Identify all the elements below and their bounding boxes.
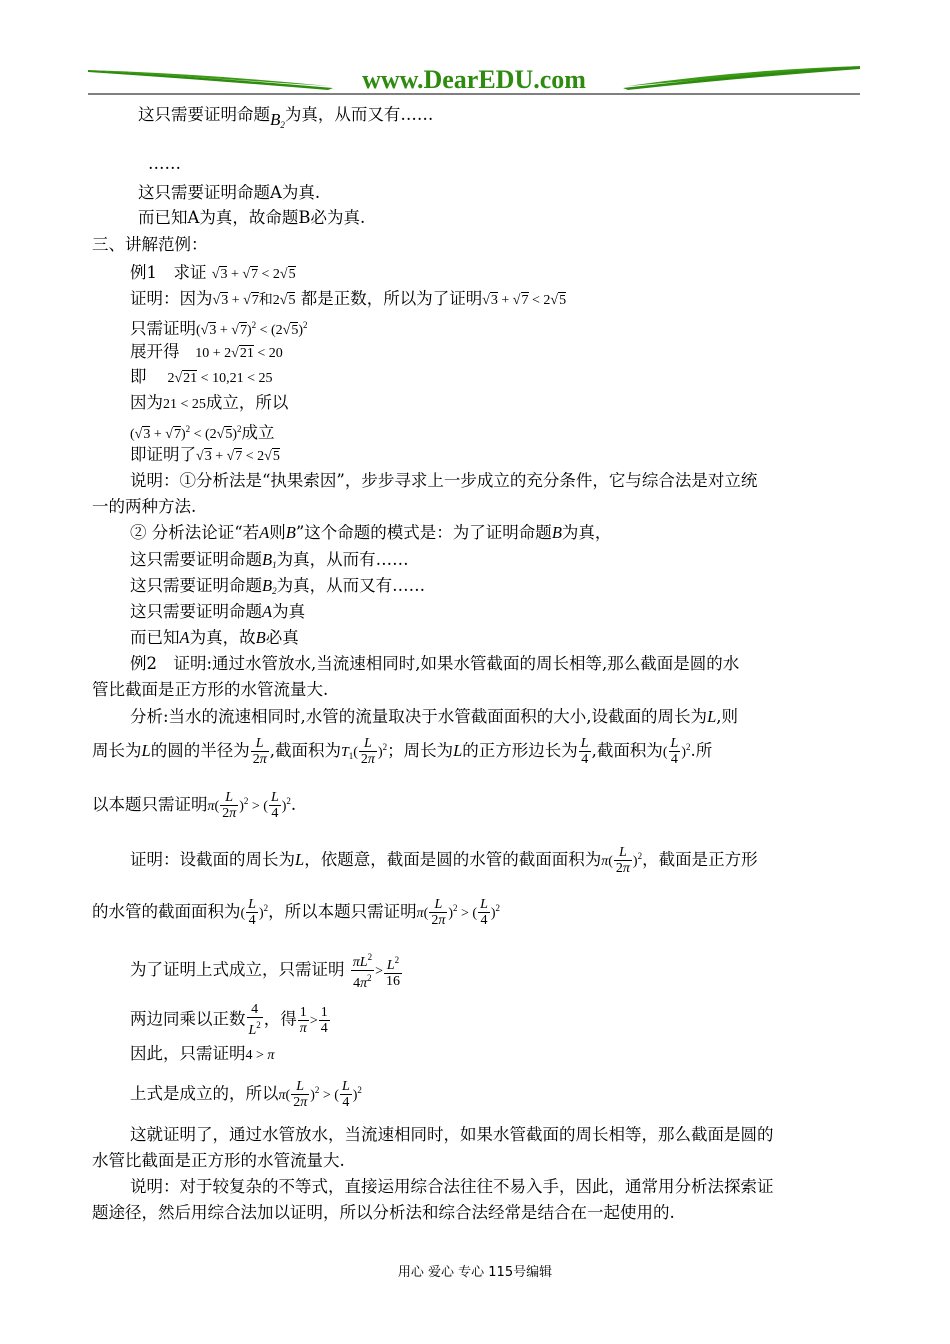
text-line: ② 分析法论证“若A则B”这个命题的模式是：为了证明命题B为真， <box>130 523 612 542</box>
example-1-statement: 例1 求证 √3 + √7 < 2√5 <box>130 263 296 282</box>
page-footer: 用心 爱心 专心 115号编辑 <box>397 1265 553 1280</box>
text-line: 这只需要证明命题$B_2$为真，从而又有…… <box>138 105 434 130</box>
text-line: 因此，只需证明4 > π <box>130 1044 275 1063</box>
header-logo-text: www.DearEDU.com <box>362 65 586 94</box>
text-line: 只需证明$(√3 + √7)^2 < (2√5)^2$ <box>130 319 308 338</box>
text-line: 说明：对于较复杂的不等式，直接运用综合法往往不易入手，因此，通常用分析法探索证 <box>130 1177 774 1196</box>
text-line: 即 2√21 < 10,21 < 25 <box>130 367 273 386</box>
text-line: 证明：因为√3 + √7和2√5 都是正数，所以为了证明√3 + √7 < 2√5 <box>130 289 567 308</box>
text-line: 即证明了√3 + √7 < 2√5 <box>130 445 280 464</box>
text-line: 以本题只需证明π( $\frac{L}{2\pi}$ )$^2$ > ( $\frac{L}{4}$ )$^2$. <box>92 790 297 821</box>
example-2-statement: 例2 证明:通过水管放水,当流速相同时,如果水管截面的周长相等,那么截面是圆的水 <box>130 654 740 673</box>
text-line: 一的两种方法. <box>92 497 197 516</box>
text-line: 这就证明了，通过水管放水，当流速相同时，如果水管截面的周长相等，那么截面是圆的 <box>130 1125 774 1144</box>
text-line: 题途径，然后用综合法加以证明，所以分析法和综合法经常是结合在一起使用的. <box>92 1203 675 1222</box>
text-line: 周长为L的圆的半径为 $\frac{L}{2\pi}$ ,截面积为$T_1$( $\frac{L}{2\pi}$ )$^2$；周长为L的正方形边长为 $\frac{L}{4}$ ,截面积为( $\frac{L}{4}$ )$^2$.所 <box>92 736 713 767</box>
text-line: 而已知A为真，故B必真 <box>130 628 299 647</box>
text-line: …… <box>148 154 181 173</box>
text-line: 这只需要证明命题A为真 <box>130 602 306 621</box>
text-line: 上式是成立的，所以π( $\frac{L}{2\pi}$ )$^2$ > ( $\frac{L}{4}$ )$^2$ <box>130 1079 362 1110</box>
header-logo-swoosh <box>88 58 860 98</box>
text-line: 分析:当水的流速相同时,水管的流量取决于水管截面面积的大小,设截面的周长为L,则 <box>130 707 738 726</box>
text-line: 的水管的截面面积为( $\frac{L}{4}$ )$^2$，所以本题只需证明π( $\frac{L}{2\pi}$ )$^2$ > ( $\frac{L}{4}$ )$^2$ <box>92 897 501 928</box>
text-line: 管比截面是正方形的水管流量大. <box>92 680 329 699</box>
text-line: 说明：①分析法是“执果索因”，步步寻求上一步成立的充分条件，它与综合法是对立统 <box>130 471 758 490</box>
text-line: 这只需要证明命题$B_1$为真，从而有…… <box>130 550 409 570</box>
text-line: 这只需要证明命题A为真. <box>138 183 321 202</box>
text-line: 水管比截面是正方形的水管流量大. <box>92 1151 345 1170</box>
text-line: 而已知A为真，故命题B必为真. <box>138 208 366 227</box>
text-line: $(√3 + √7)^2 < (2√5)^2$成立 <box>130 423 275 442</box>
header-banner <box>88 58 860 98</box>
text-line: 两边同乘以正数 $\frac{4}{L^2}$ ，得 $\frac{1}{\pi}$ > $\frac{1}{4}$ <box>130 1002 328 1038</box>
text-line: 展开得 10 + 2√21 < 20 <box>130 342 283 361</box>
text-line: 这只需要证明命题$B_2$为真，从而又有…… <box>130 576 426 596</box>
text-line: 为了证明上式成立，只需证明 $\frac{\pi L^2}{4\pi^2}$ > $\frac{L^2}{16}$ <box>130 952 400 991</box>
text-line: 因为21 < 25成立，所以 <box>130 393 289 412</box>
text-line: 证明：设截面的周长为L，依题意，截面是圆的水管的截面面积为π( $\frac{L}{2\pi}$ )$^2$，截面是正方形 <box>130 845 758 876</box>
section-heading: 三、讲解范例： <box>92 235 208 254</box>
